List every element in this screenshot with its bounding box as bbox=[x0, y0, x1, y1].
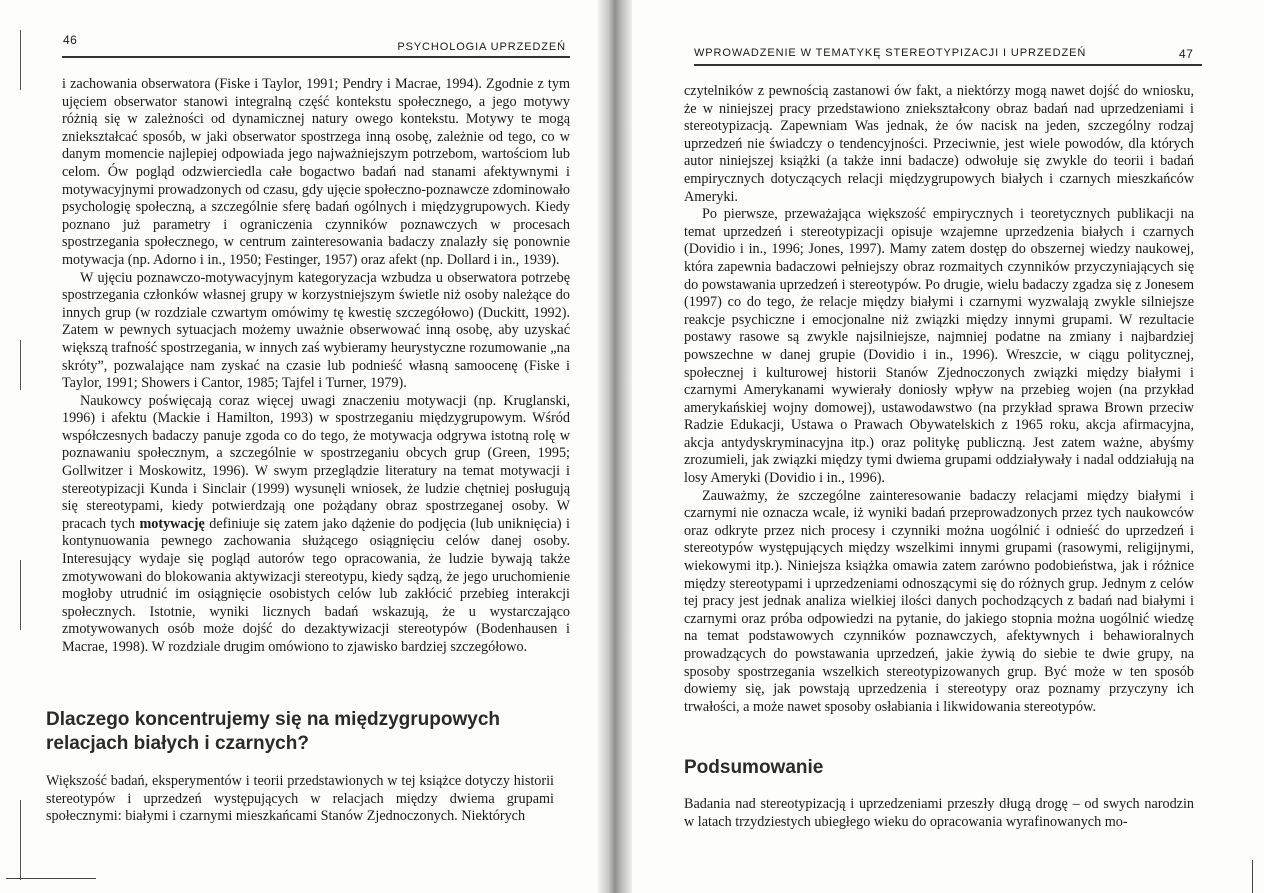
left-page bbox=[0, 0, 598, 893]
page-edge bbox=[1252, 860, 1253, 893]
section-heading: Podsumowanie bbox=[684, 757, 824, 778]
bold-term: motywację bbox=[139, 515, 205, 532]
section-heading: Dlaczego koncentrujemy się na międzygrupowych relacjach białych i czarnych? bbox=[46, 709, 501, 754]
paragraph: czytelników z pewnością zastanowi ów fakt, a niektórzy mogą nawet dojść do wniosku, że w niniejszej pracy przedstawiono zniekształcony obraz badań nad uprzedzeniami i stereotypizacją. Zapewniam Was jednak, że ów nacisk na jeden, szczególny rodzaj uprzedzeń nie świadczy o tendencyjności. Przeciwnie, jest wiele powodów, dla których autor niniejszej książki (a także inni badacze) odwołuje się zwykle do teorii i badań empirycznych dotyczących relacji międzygrupowych białych i czarnych mieszkańców Ameryki. bbox=[684, 83, 1194, 205]
margin-mark bbox=[20, 800, 21, 880]
margin-mark bbox=[20, 560, 21, 630]
paragraph-text: definiuje się zatem jako dążenie do podjęcia (lub uniknięcia) i kontynuowania pewnego zachowania służącego osiągnięciu celów danej osoby. Interesujący wydaje się pogląd autorów tego opracowania, że ludzie bywają także zmotywowani do blokowania aktywizacji stereotypu, kiedy sądzą, że jego uruchomienie mogłoby utrudnić im osiągnięcie osobistych celów lub zakłócić przebieg interakcji społecznych. Istotnie, wyniki licznych badań wskazują, że u wystarczająco zmotywowanych osób może dojść do dezaktywizacji stereotypów (Bodenhausen i Macrae, 1998). W rozdziale drugim omówiono to zjawisko bardziej szczegółowo. bbox=[62, 515, 571, 655]
running-head: PSYCHOLOGIA UPRZEDZEŃ bbox=[397, 41, 566, 53]
book-gutter bbox=[598, 0, 632, 893]
page-number: 47 bbox=[1179, 47, 1194, 61]
section-text bbox=[46, 773, 554, 826]
paragraph: i zachowania obserwatora (Fiske i Taylor, 1991; Pendry i Macrae, 1994). Zgodnie z tym ujęciem obserwator stanowi integralną część kontekstu społecznego, a jego motywy różnią się w zależności od dynamicznej natury owego kontekstu. Motywy te mogą zniekształcać sposób, w jaki obserwator spostrzega inną osobę, zależnie od tego, co w danym momencie najlepiej odpowiada jego najważniejszym potrzebom, wartościom lub celom. Ów pogląd odzwierciedla całe bogactwo badań nad stanami afektywnymi i motywacyjnymi prowadzonych od czasu, gdy ujęcie społeczno-poznawcze zdominowało psychologię społeczną, a szczególnie sferę badań ogólnych i międzygrupowych. Kiedy poznano już parametry i ograniczenia czynników poznawczych w procesach spostrzegania społecznego, w centrum zainteresowania badaczy znalazły się ponownie motywacja (np. Adorno i in., 1950; Festinger, 1957) oraz afekt (np. Dollard i in., 1939). bbox=[62, 76, 570, 268]
header-rule bbox=[694, 64, 1202, 66]
page-number: 46 bbox=[63, 33, 78, 47]
margin-mark bbox=[20, 340, 21, 390]
paragraph-text: Naukowcy poświęcają coraz więcej uwagi znaczeniu motywacji (np. Kruglanski, 1996) i afektu (Mackie i Hamilton, 1993) w spostrzeganiu międzygrupowym. Wśród współczesnych badaczy panuje zgoda co do tego, że motywacja odgrywa istotną rolę w poznawaniu społecznym, a szczególnie w spostrzeganiu obcych grup (Green, 1995; Gollwitzer i Moskowitz, 1996). W swym przeglądzie literatury na temat motywacji i stereotypizacji Kunda i Sinclair (1999) wysunęli wniosek, że ludzie chętniej posługują się stereotypami, kiedy potwierdzają one pożądany obraz spostrzeganej osoby. W pracach tych bbox=[62, 392, 570, 532]
section-text bbox=[684, 796, 1194, 831]
paragraph: Większość badań, eksperymentów i teorii przedstawionych w tej książce dotyczy historii stereotypów i uprzedzeń występujących w relacjach między dwiema grupami społecznymi: białymi i czarnymi mieszkańcami Stanów Zjednoczonych. Niektórych bbox=[46, 773, 554, 825]
paragraph bbox=[62, 393, 570, 657]
header-rule bbox=[62, 56, 570, 58]
paragraph: Badania nad stereotypizacją i uprzedzeniami przeszły długą drogę – od swych narodzin w latach trzydziestych ubiegłego wieku do opracowania wyrafinowanych mo- bbox=[684, 796, 1194, 830]
body-text bbox=[62, 76, 570, 657]
body-text bbox=[684, 83, 1194, 716]
right-page bbox=[632, 0, 1264, 893]
paragraph: Zauważmy, że szczególne zainteresowanie badaczy relacjami między białymi i czarnymi nie oznacza wcale, iż wyniki badań przeprowadzonych przez tych naukowców oraz odkryte przez nich procesy i czynniki można uogólnić i odnieść do uprzedzeń i stereotypów występujących między wszelkimi innymi grupami (rasowymi, religijnymi, wiekowymi itp.). Niniejsza książka omawia zatem zarówno podobieństwa, jak i różnice między stereotypami i uprzedzeniami odnoszącymi się do różnych grup. Jednym z celów tej pracy jest jednak analiza wielkiej ilości danych pochodzących z badań nad białymi i czarnymi oraz próba odpowiedzi na pytanie, do jakiego stopnia można uogólnić wiedzę na temat podstawowych czynników poznawczych, afektywnych i behawioralnych prowadzących do powstawania uprzedzeń, jakie żywią do siebie te dwie grupy, na sposoby spostrzegania wszelkich stereotypizowanych grup. Być może w ten sposób dowiemy się, jak powstają uprzedzenia i stereotypy oraz poznamy przyczyny ich trwałości, a może nawet sposoby osłabiania i likwidowania stereotypów. bbox=[684, 487, 1194, 715]
margin-mark bbox=[20, 30, 21, 90]
paragraph: Po pierwsze, przeważająca większość empirycznych i teoretycznych publikacji na temat uprzedzeń i stereotypizacji opisuje wzajemne uprzedzenia białych i czarnych (Dovidio i in., 1996; Jones, 1997). Mamy zatem dostęp do obszernej wiedzy naukowej, która zapewnia badaczowi pełniejszy obraz rozmaitych czynników przyczyniających się do powstawania uprzedzeń i stereotypów. Po drugie, wielu badaczy zgadza się z Jonesem (1997) co do tego, że relacje między białymi i czarnymi wyzwalają zwykle silniejsze reakcje psychiczne i emocjonalne niż związki między innymi grupami. W rezultacie postawy rasowe są zwykle najsilniejsze, najmniej podatne na zmiany i najbardziej powszechne w danej grupie (Dovidio i in., 1996). Wreszcie, w ciągu politycznej, społecznej i kulturowej historii Stanów Zjednoczonych związki między białymi i czarnymi Amerykanami wywierały doniosły wpływ na przebieg wojen (na przykład amerykańskiej wojny domowej), ustawodawstwo (na przykład sprawa Brown przeciw Radzie Edukacji, Ustawa o Prawach Obywatelskich z 1965 roku, akcja afirmacyjna, akcja antydyskryminacyjna itp.) oraz politykę publiczną. Jest zatem ważne, abyśmy zrozumieli, jak związki między tymi dwiema grupami oddziaływały i nadal oddziałują na losy Ameryki (Dovidio i in., 1996). bbox=[684, 206, 1194, 487]
running-head: WPROWADZENIE W TEMATYKĘ STEREOTYPIZACJI I UPRZEDZEŃ bbox=[694, 47, 1087, 59]
bottom-rule bbox=[6, 878, 96, 879]
paragraph: W ujęciu poznawczo-motywacyjnym kategoryzacja wzbudza u obserwatora potrzebę spostrzegania członków własnej grupy w korzystniejszym świetle niż osoby należące do innych grup (w rozdziale czwartym omówimy tę kwestię szczegółowo) (Duckitt, 1992). Zatem w pewnych sytuacjach możemy uważnie obserwować inną osobę, aby uzyskać większą trafność spostrzegania, w innych zaś wybieramy heurystyczne rozumowanie „na skróty”, pozwalające nam zyskać na czasie lub podnieść własną samoocenę (Fiske i Taylor, 1991; Showers i Cantor, 1985; Tajfel i Turner, 1979). bbox=[62, 269, 570, 392]
